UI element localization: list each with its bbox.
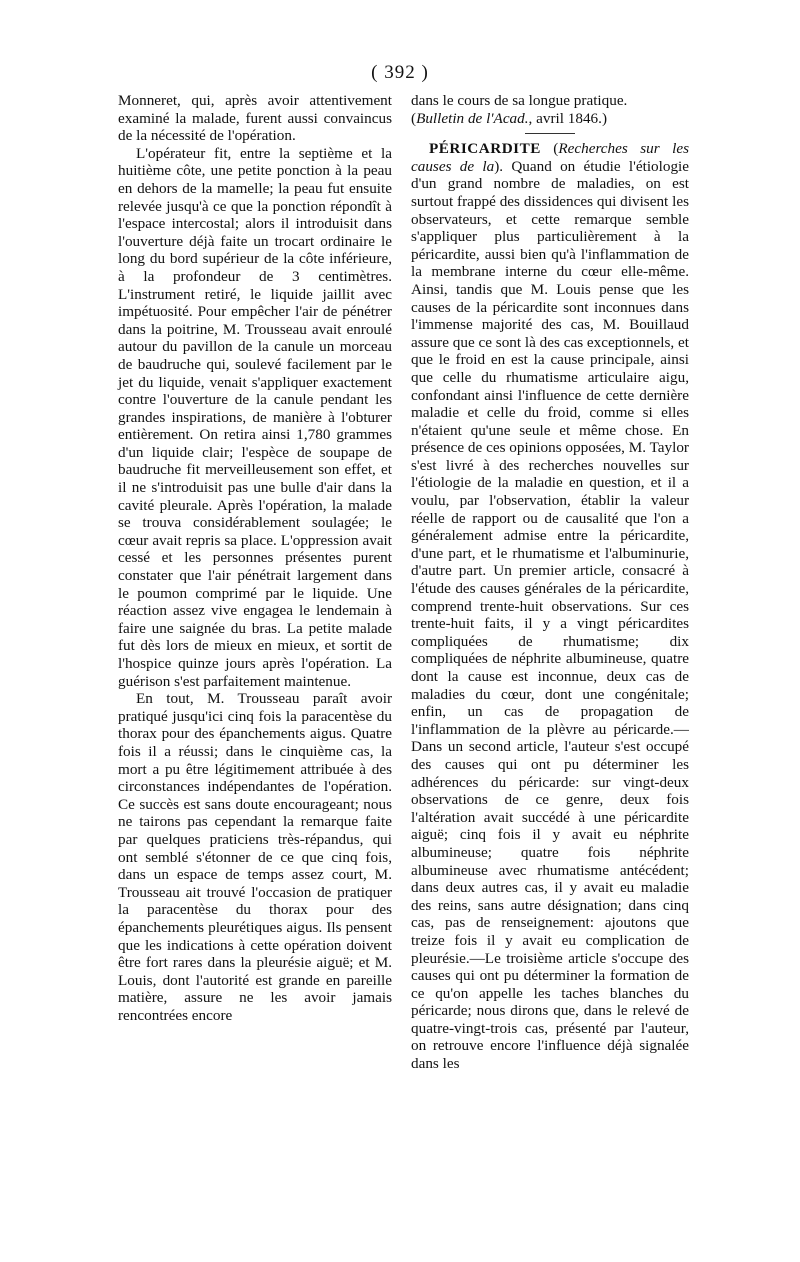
page-number: ( 392 ) xyxy=(371,62,429,83)
citation-open: ( xyxy=(411,109,417,127)
citation-journal: Bulletin de l'Acad. xyxy=(416,109,529,127)
right-column xyxy=(411,92,689,1073)
heading-paren-open: ( xyxy=(540,140,559,158)
section-heading: PÉRICARDITE xyxy=(429,140,541,158)
heading-close: ). xyxy=(494,157,512,175)
heading-subtitle: Recherches sur les causes de la xyxy=(411,140,689,175)
right-paragraph-1: dans le cours de sa longue pratique. xyxy=(411,92,628,109)
right-paragraph-2 xyxy=(411,140,689,1072)
left-paragraph-3: En tout, M. Trousseau paraît avoir pratiqué jusqu'ici cinq fois la paracentèse du thorax pour des épanchements aigus. Quatre fois il a réussi; dans le cinquième cas, la mort a pu être légitimement attribuée à des circonstances indépendantes de l'opération. Ce succès est sans doute encourageant; nous ne tairons pas cependant la remarque faite par quelques praticiens très-répandus, qui ont semblé s'étonner de ce que cinq fois, dans un espace de temps assez court, M. Trousseau ait trouvé l'occasion de pratiquer la paracentèse du thorax pour des épanchements pleurétiques aigus. Ils pensent que les indications à cette opération doivent être fort rares dans la pleurésie aiguë; et M. Louis, dont l'autorité est grande en pareille matière, assure ne les avoir jamais rencontrées encore xyxy=(118,690,392,1024)
left-column xyxy=(118,92,392,1024)
left-paragraph-1: Monneret, qui, après avoir attentivement examiné la malade, furent aussi convaincus de la nécessité de l'opération. xyxy=(118,92,392,145)
left-paragraph-2: L'opérateur fit, entre la septième et la huitième côte, une petite ponction à la peau en dehors de la mamelle; la peau fut ensuite relevée jusqu'à ce que la ponction répondît à l'espace intercostal; alors il introduisit dans l'ouverture déjà faite un trocart ordinaire le long du bord supérieur de la côte inférieure, à la profondeur de 3 centimètres. L'instrument retiré, le liquide jaillit avec impétuosité. Pour empêcher l'air de pénétrer dans la poitrine, M. Trousseau avait enroulé autour du pavillon de la canule un morceau de baudruche qui, soulevé facilement par le jet du liquide, venait s'appliquer exactement contre l'ouverture de la canule pendant les grandes inspirations, de manière à l'obturer entièrement. On retira ainsi 1,780 grammes d'un liquide clair; l'espèce de soupape de baudruche fit merveilleusement son effet, et il ne s'introduisit pas une bulle d'air dans la cavité pleurale. Après l'opération, la malade se trouva considérablement soulagée; le cœur avait repris sa place. L'oppression avait cessé et les personnes présentes purent constater que l'air pénétrait largement dans le poumon comprimé par le liquide. Une réaction assez vive engagea le lendemain à faire une saignée du bras. La petite malade fut dès lors de mieux en mieux, et sortit de l'hospice quinze jours après l'opération. La guérison s'est parfaitement maintenue. xyxy=(118,144,392,690)
section-divider xyxy=(525,133,575,134)
citation xyxy=(411,110,689,128)
citation-date: , avril 1846.) xyxy=(528,109,607,127)
right-paragraph-2-body: Quand on étudie l'étiologie d'un grand nombre de maladies, on est surtout frappé des dissidences qui divisent les observateurs, et cette remarque semble s'appliquer plus particulièrement à la péricardite, aussi bien qu'à l'inflammation de la membrane interne du cœur elle-même. Ainsi, tandis que M. Louis pense que les causes de la péricardite sont inconnues dans l'immense majorité des cas, M. Bouillaud assure que ce sont là des cas exceptionnels, et que le froid en est la cause principale, ainsi que celle du rhumatisme articulaire aigu, confondant ainsi l'influence de cette dernière maladie et celle du froid, comme si elles n'étaient qu'une seule et même chose. En présence de ces opinions opposées, M. Taylor s'est livré à des recherches nouvelles sur l'étiologie de la maladie en question, et il a voulu, par l'observation, établir la valeur réelle de rapport ou de causalité que l'on a généralement admise entre la péricardite, d'une part, et le rhumatisme et l'albuminurie, d'autre part. Un premier article, consacré à l'étude des causes générales de la péricardite, comprend trente-huit observations. Sur ces trente-huit faits, il y a vingt péricardites compliquées de rhumatisme; dix compliquées de néphrite albumineuse, quatre dont la cause est inconnue, deux cas de maladies du cœur, dont une congénitale; enfin, un cas de propagation de l'inflammation de la plèvre au péricarde.—Dans un second article, l'auteur s'est occupé des causes qui ont pu déterminer les adhérences du péricarde: sur vingt-deux observations de ce genre, deux fois l'altération avait succédé à une péricardite aiguë; cinq fois il y avait eu néphrite albumineuse; quatre fois néphrite albumineuse avec rhumatisme antécédent; dans deux autres cas, il y avait eu maladie des reins, sans autre désignation; dans cinq cas, pas de renseignement: ajoutons que treize fois il y avait eu complication de pleurésie.—Le troisième article s'occupe des causes qui ont pu déterminer la formation de ce qu'on appelle les taches blanches du péricarde; nous dirons que, dans le relevé de quatre-vingt-trois cas, présenté par l'auteur, on retrouve encore l'influence déjà signalée dans les xyxy=(411,157,690,1073)
